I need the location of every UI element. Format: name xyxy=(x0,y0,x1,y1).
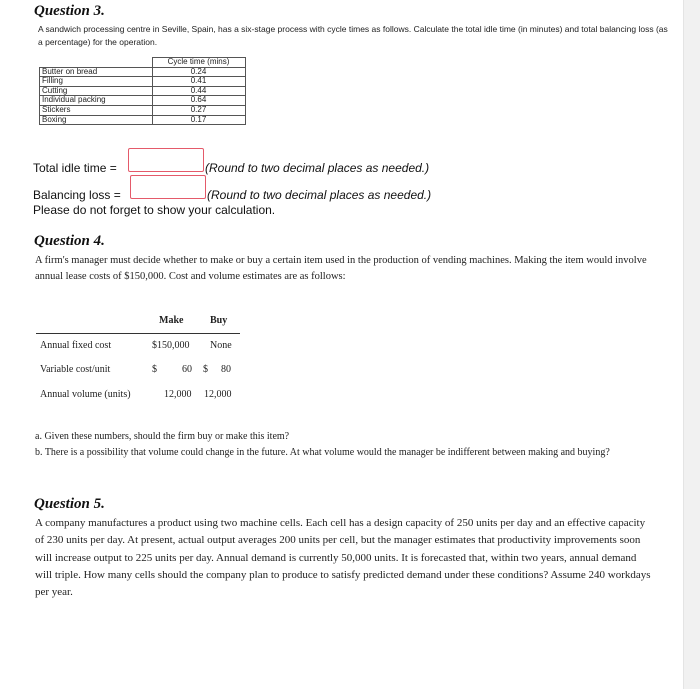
question-4-title: Question 4. xyxy=(34,233,105,249)
stage-cell: Individual packing xyxy=(40,96,153,106)
make-header: Make xyxy=(159,315,184,326)
make-value: 12,000 xyxy=(164,389,192,400)
table-row xyxy=(40,105,246,115)
make-value: 60 xyxy=(182,364,192,375)
question-4b: b. There is a possibility that volume could change in the future. At what volume would the manager be indifferent between making and buying? xyxy=(35,447,610,458)
question-3-text: A sandwich processing centre in Seville, Spain, has a six-stage process with cycle times as follows. Calculate the total idle time (in minutes) and total balancing loss (as a percentage) for the operation. xyxy=(38,24,668,47)
time-cell: 0.41 xyxy=(152,77,245,87)
buy-currency: $ xyxy=(203,364,208,375)
buy-value: None xyxy=(210,340,232,351)
make-value: $150,000 xyxy=(152,340,190,351)
question-5-text: A company manufactures a product using two machine cells. Each cell has a design capacity of 250 units per day and an effective capacity of 230 units per day. At present, actual output averages 200 units per cell, but the manager estimates that productivity improvements soon will increase output to 225 units per day. Annual demand is currently 50,000 units. It is forecasted that, within two years, annual demand will triple. How many cells should the company plan to produce to satisfy predicted demand under these conditions? Assume 240 workdays per year. xyxy=(35,517,651,599)
buy-value: 80 xyxy=(221,364,231,375)
table-row xyxy=(40,67,246,77)
time-cell: 0.44 xyxy=(152,86,245,96)
table-row xyxy=(40,96,246,106)
time-cell: 0.17 xyxy=(152,115,245,125)
stage-cell: Stickers xyxy=(40,105,153,115)
make-currency: $ xyxy=(152,364,157,375)
row-label: Annual fixed cost xyxy=(40,340,112,351)
table-header-row xyxy=(40,58,246,68)
balancing-loss-input[interactable] xyxy=(130,175,206,199)
table-row xyxy=(40,77,246,87)
stage-cell: Cutting xyxy=(40,86,153,96)
question-4-intro: A firm's manager must decide whether to make or buy a certain item used in the production of vending machines. Making the item would involve annual lease costs of $150,000. Cost and volume estimates are as follows: xyxy=(35,255,647,282)
question-3-title: Question 3. xyxy=(34,3,105,19)
idle-time-label: Total idle time = xyxy=(33,161,117,175)
buy-value: 12,000 xyxy=(204,389,232,400)
row-label: Annual volume (units) xyxy=(40,389,131,400)
balancing-loss-label: Balancing loss = xyxy=(33,188,121,202)
time-cell: 0.27 xyxy=(152,105,245,115)
question-5-title: Question 5. xyxy=(34,496,105,512)
table-row xyxy=(40,115,246,125)
time-cell: 0.24 xyxy=(152,67,245,77)
idle-time-input[interactable] xyxy=(128,148,204,172)
row-label: Variable cost/unit xyxy=(40,364,111,375)
cycle-time-header: Cycle time (mins) xyxy=(152,58,245,68)
stage-cell: Boxing xyxy=(40,115,153,125)
balancing-loss-hint: (Round to two decimal places as needed.) xyxy=(207,188,432,202)
table-divider xyxy=(36,333,240,334)
question-4a: a. Given these numbers, should the firm buy or make this item? xyxy=(35,431,290,442)
stage-cell: Filling xyxy=(40,77,153,87)
cycle-time-table xyxy=(39,57,246,125)
calculation-reminder: Please do not forget to show your calculation. xyxy=(33,203,276,217)
time-cell: 0.64 xyxy=(152,96,245,106)
buy-header: Buy xyxy=(210,315,228,326)
idle-time-hint: (Round to two decimal places as needed.) xyxy=(205,161,430,175)
scrollbar[interactable] xyxy=(683,0,700,689)
stage-cell: Butter on bread xyxy=(40,67,153,77)
